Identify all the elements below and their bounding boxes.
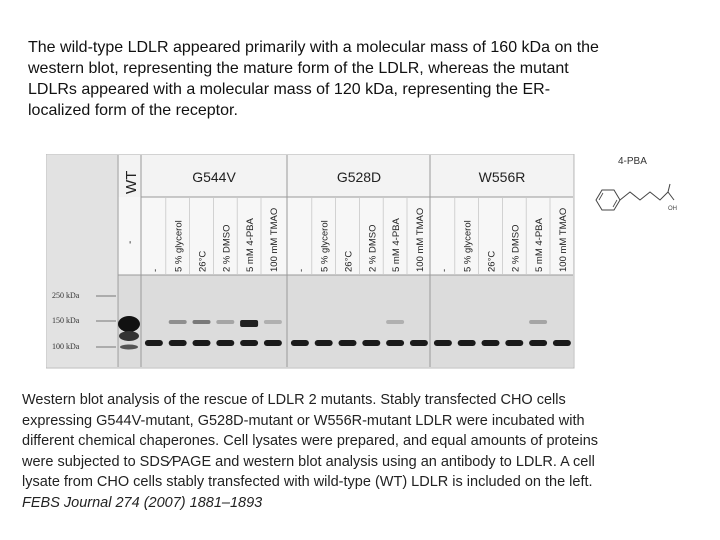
band-er-form — [291, 340, 309, 346]
lane-label: 100 mM TMAO — [414, 207, 426, 272]
marker-250: 250 kDa — [52, 291, 80, 300]
band-er-form — [434, 340, 452, 346]
western-blot-figure — [46, 154, 576, 370]
wt-band-mature — [118, 316, 140, 332]
band-er-form — [216, 340, 234, 346]
lane-label: 26°C — [197, 250, 209, 272]
lane-label: 5 mM 4-PBA — [534, 218, 546, 272]
band-er-form — [553, 340, 571, 346]
caption — [22, 390, 702, 513]
lane-label: - — [295, 268, 307, 272]
band-mature-form — [216, 320, 234, 324]
band-er-form — [529, 340, 547, 346]
lane-label: 2 % DMSO — [221, 224, 233, 272]
band-er-form — [193, 340, 211, 346]
intro-line: The wild-type LDLR appeared primarily with a molecular mass of 160 kDa on the — [28, 39, 599, 56]
band-er-form — [458, 340, 476, 346]
caption-line: lysate from CHO cells stably transfected with wild-type (WT) LDLR is included on the left. — [22, 474, 593, 490]
lane-label: 5 mM 4-PBA — [245, 218, 257, 272]
band-mature-form — [193, 320, 211, 324]
lane-label: - — [149, 268, 161, 272]
caption-line: different chemical chaperones. Cell lysates were prepared, and equal amounts of proteins — [22, 433, 599, 449]
group-label-wt: WT — [123, 170, 140, 194]
band-er-form — [315, 340, 333, 346]
band-er-form — [362, 340, 380, 346]
band-er-form — [339, 340, 357, 346]
band-mature-form — [169, 320, 187, 324]
wt-band-smear — [119, 331, 139, 341]
citation: FEBS Journal 274 (2007) 1881–1893 — [22, 494, 263, 511]
group-label-g544v: G544V — [192, 169, 236, 185]
group-label-w556r: W556R — [478, 169, 526, 185]
intro-line: western blot, representing the mature form of the LDLR, whereas the mutant — [28, 60, 569, 77]
group-label-g528d: G528D — [336, 169, 382, 185]
lane-label: 5 mM 4-PBA — [391, 218, 403, 272]
band-er-form — [264, 340, 282, 346]
lane-label: 2 % DMSO — [367, 224, 379, 272]
lane-label: 5 % glycerol — [462, 220, 474, 272]
band-mature-form — [386, 320, 404, 324]
caption-line: Western blot analysis of the rescue of LDLR 2 mutants. Stably transfected CHO cells — [22, 392, 566, 408]
lane-label: 100 mM TMAO — [557, 207, 569, 272]
band-er-form — [145, 340, 163, 346]
band-mature-form — [240, 320, 258, 327]
intro-line: LDLRs appeared with a molecular mass of 120 kDa, representing the ER- — [28, 81, 551, 98]
band-er-form — [410, 340, 428, 346]
wt-band-faint — [120, 345, 138, 350]
band-mature-form — [264, 320, 282, 324]
lane-label: 26°C — [343, 250, 355, 272]
band-er-form — [169, 340, 187, 346]
oh-label: OH — [668, 206, 677, 212]
lane-label: 26°C — [486, 250, 498, 272]
compound-label: 4-PBA — [618, 156, 647, 167]
caption-line: expressing G544V-mutant, G528D-mutant or W556R-mutant LDLR were incubated with — [22, 412, 585, 429]
lane-label: 5 % glycerol — [319, 220, 331, 272]
band-er-form — [505, 340, 523, 346]
intro-line: localized form of the receptor. — [28, 102, 238, 119]
marker-150: 150 kDa — [52, 316, 80, 325]
lane-label: 100 mM TMAO — [268, 207, 280, 272]
4-pba-structure — [588, 172, 688, 222]
lane-label: - — [438, 268, 450, 272]
caption-line: were subjected to SDS∕PAGE and western blot analysis using an antibody to LDLR. A cell — [22, 453, 595, 470]
intro-text — [28, 37, 688, 121]
marker-100: 100 kDa — [52, 342, 80, 351]
band-er-form — [386, 340, 404, 346]
lane-label-wt: - — [125, 240, 136, 244]
band-er-form — [482, 340, 500, 346]
band-mature-form — [529, 320, 547, 324]
lane-label: 5 % glycerol — [173, 220, 185, 272]
lane-label: 2 % DMSO — [510, 224, 522, 272]
band-er-form — [240, 340, 258, 346]
